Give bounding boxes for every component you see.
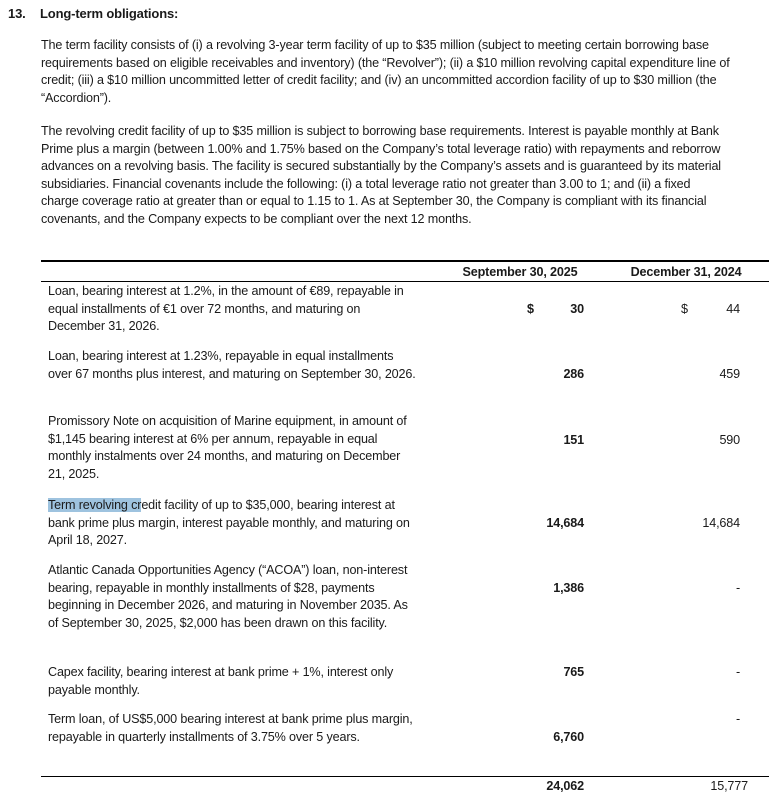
value-sep-2025: 30 [570, 302, 584, 316]
value-sep-2025: 286 [563, 367, 584, 381]
value-dec-2024: - [735, 665, 740, 679]
value-dec-2024: 44 [726, 302, 740, 316]
header-rule [41, 281, 769, 282]
table-row-desc: Atlantic Canada Opportunities Agency (“ACOA”) loan, non-interest bearing, repayable in monthly installments of $28, payments beginning in December 2026, and maturing in November 2035. As of September 30, 2025, $2,000 has been drawn on this facility. [48, 563, 408, 630]
table-top-rule [41, 260, 769, 262]
currency-symbol: $ [681, 302, 688, 316]
value-dec-2024: - [735, 581, 740, 595]
value-sep-2025: 151 [563, 433, 584, 447]
section-title: Long-term obligations: [40, 6, 179, 21]
table-row-desc: Capex facility, bearing interest at bank prime + 1%, interest only payable monthly. [48, 665, 394, 697]
text-selection-highlight[interactable]: Term revolving cr [48, 498, 142, 512]
value-dec-2024: 590 [719, 433, 740, 447]
value-dec-2024: 459 [719, 367, 740, 381]
section-number: 13. [8, 6, 26, 21]
total-dec-2024: 15,777 [710, 779, 748, 793]
value-dec-2024: 14,684 [702, 516, 740, 530]
total-sep-2025: 24,062 [546, 779, 584, 793]
currency-symbol: $ [527, 302, 534, 316]
value-sep-2025: 6,760 [553, 730, 584, 744]
value-sep-2025: 765 [563, 665, 584, 679]
paragraph-term-facility: The term facility consists of (i) a revolving 3-year term facility of up to $35 million (subject to meeting certain borrowing base requirements based on eligible receivables and inventory) (the “Revolver”); (ii) a $10 million revolving capital expenditure line of credit; (iii) a $10 million uncommitted letter of credit facility; and (iv) an uncommitted accordion facility of up to $30 million (the “Accordion”). [41, 38, 730, 105]
value-sep-2025: 1,386 [553, 581, 584, 595]
value-dec-2024: - [735, 712, 740, 726]
table-row-desc: Promissory Note on acquisition of Marine equipment, in amount of $1,145 bearing interest at 6% per annum, repayable in equal monthly instalments over 24 months, and maturing on December 21, 2025. [48, 414, 407, 481]
table-row-desc: Term revolving credit facility of up to $35,000, bearing interest at bank prime plus margin, interest payable monthly, and maturing on April 18, 2027. [48, 498, 410, 548]
table-row-desc: Term loan, of US$5,000 bearing interest at bank prime plus margin, repayable in quarterly installments of 3.75% over 5 years. [48, 712, 413, 744]
table-row-desc: Loan, bearing interest at 1.23%, repayable in equal installments over 67 months plus interest, and maturing on September 30, 2026. [48, 349, 416, 381]
column-header-dec-2024: December 31, 2024 [630, 265, 742, 279]
value-sep-2025: 14,684 [546, 516, 584, 530]
section-heading [8, 5, 178, 23]
paragraph-revolving-credit: The revolving credit facility of up to $35 million is subject to borrowing base requirements. Interest is payable monthly at Bank Prime plus a margin (between 1.00% and 1.75% based on the Company’s total leverage ratio) with repayments and reborrow advances on a revolving basis. The facility is secured substantially by the Company’s assets and is guaranteed by its material subsidiaries. Financial covenants include the following: (i) a total leverage ratio not greater than 3.00 to 1; and (ii) a fixed charge coverage ratio at greater than or equal to 1.15 to 1. As at September 30, the Company is compliant with its financial covenants, and the Company expects to be compliant over the next 12 months. [41, 124, 721, 226]
column-header-sep-2025: September 30, 2025 [462, 265, 578, 279]
table-row-desc: Loan, bearing interest at 1.2%, in the amount of €89, repayable in equal installments of €1 over 72 months, and maturing on December 31, 2026. [48, 284, 404, 334]
total-rule [41, 776, 769, 777]
